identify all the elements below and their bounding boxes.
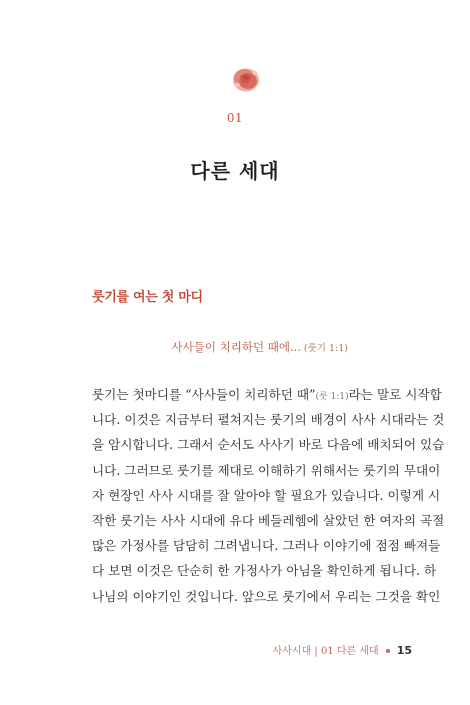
body-line: 자 현장인 사사 시대를 잘 알아야 할 필요가 있습니다. 이렇게 시 xyxy=(92,487,441,503)
rose-flower-icon xyxy=(231,65,261,93)
chapter-number: 01 xyxy=(226,111,244,125)
epigraph xyxy=(172,339,348,355)
body-line: 많은 가정사를 담담히 그려냅니다. 그러나 이야기에 점점 빠져들 xyxy=(92,538,441,554)
body-line: 니다. 그러므로 룻기를 제대로 이해하기 위해서는 룻기의 무대이 xyxy=(92,462,441,478)
page-number: 15 xyxy=(396,644,412,657)
epigraph-reference: (룻기 1:1) xyxy=(303,343,348,354)
running-title: 사사시대 | 01 다른 세대 xyxy=(272,646,379,657)
epigraph-text: 사사들이 치리하던 때에... xyxy=(171,340,301,354)
page-footer xyxy=(273,642,412,657)
section-heading: 룻기를 여는 첫 마디 xyxy=(92,290,203,305)
body-paragraph xyxy=(92,382,445,609)
body-line: 다 보면 이것은 단순히 한 가정사가 아님을 확인하게 됩니다. 하 xyxy=(92,563,437,579)
inline-reference: (룻 1:1) xyxy=(315,392,349,402)
chapter-title: 다른 세대 xyxy=(190,159,280,183)
body-line: 작한 룻기는 사사 시대에 유다 베들레헴에 살았던 한 여자의 곡절 xyxy=(92,512,445,528)
body-line: 니다. 이것은 지금부터 펼쳐지는 룻기의 배경이 사사 시대라는 것 xyxy=(92,412,445,428)
body-line: 룻기는 첫마디를 “사사들이 치리하던 때”(룻 1:1)라는 말로 시작합 xyxy=(92,387,442,402)
body-line: 나님의 이야기인 것입니다. 앞으로 룻기에서 우리는 그것을 확인 xyxy=(92,588,441,604)
body-line: 을 암시합니다. 그래서 순서도 사사기 바로 다음에 배치되어 있습 xyxy=(92,437,445,453)
separator-dot xyxy=(386,649,390,653)
